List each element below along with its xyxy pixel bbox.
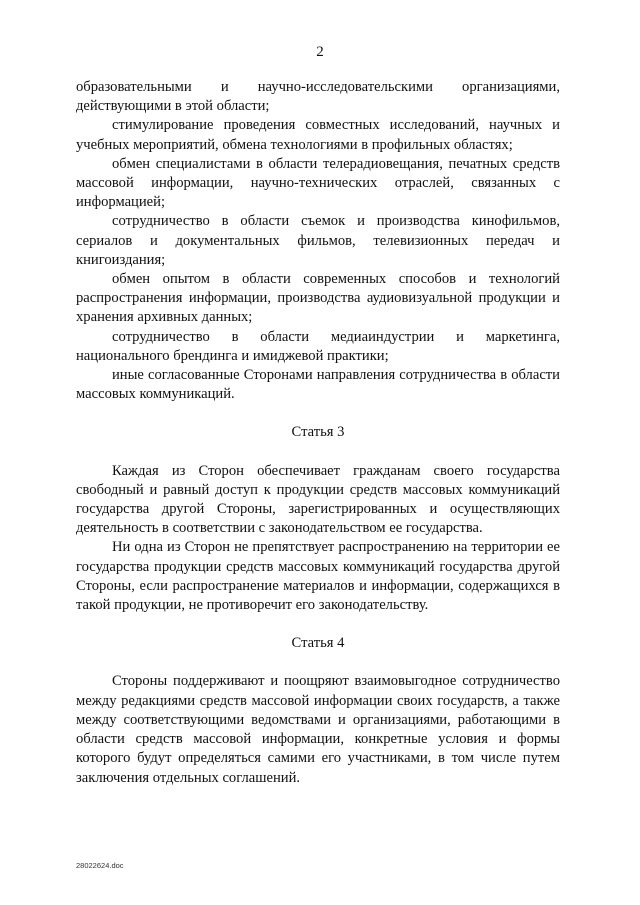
article-3-heading: Статья 3 — [291, 424, 345, 441]
page-number: 2 — [316, 44, 324, 60]
document-body — [76, 78, 560, 788]
article-3-paragraph: Ни одна из Сторон не препятствует распространению на территории ее государства продукции средств массовых коммуникаций государства другой Стороны, если распространение материалов и информации, содержащихся в такой продукции, не противоречит его законодательству. — [76, 539, 560, 614]
paragraph-continuation: образовательными и научно-исследовательскими организациями, действующими в этой области; — [76, 79, 560, 115]
paragraph-item: обмен опытом в области современных способов и технологий распространения информации, производства аудиовизуальной продукции и хранения архивных данных; — [76, 271, 560, 326]
article-3-paragraph: Каждая из Сторон обеспечивает гражданам своего государства свободный и равный доступ к продукции средств массовых коммуникаций государства другой Стороны, зарегистрированных и осуществляющих деятельность в соответствии с законодательством ее государства. — [76, 462, 560, 537]
article-4-paragraph: Стороны поддерживают и поощряют взаимовыгодное сотрудничество между редакциями средств массовой информации своих государств, а также между соответствующими ведомствами и организациями, работающими в области средств массовой информации, конкретные условия и формы которого будут определяться самими его участниками, в том числе путем заключения отдельных соглашений. — [76, 673, 560, 786]
paragraph-item: стимулирование проведения совместных исследований, научных и учебных мероприятий, обмена технологиями в профильных областях; — [76, 117, 560, 153]
paragraph-item: обмен специалистами в области телерадиовещания, печатных средств массовой информации, научно-технических отраслей, связанных с информацией; — [76, 155, 560, 211]
paragraph-item: сотрудничество в области медиаиндустрии и маркетинга, национального брендинга и имиджевой практики; — [76, 328, 560, 364]
footer-file-code: 28022624.doc — [76, 861, 124, 870]
paragraph-item: иные согласованные Сторонами направления сотрудничества в области массовых коммуникаций. — [76, 367, 560, 403]
paragraph-item: сотрудничество в области съемок и производства кинофильмов, сериалов и документальных фильмов, телевизионных передач и книгоиздания; — [76, 213, 560, 268]
article-4-heading: Статья 4 — [291, 635, 345, 652]
